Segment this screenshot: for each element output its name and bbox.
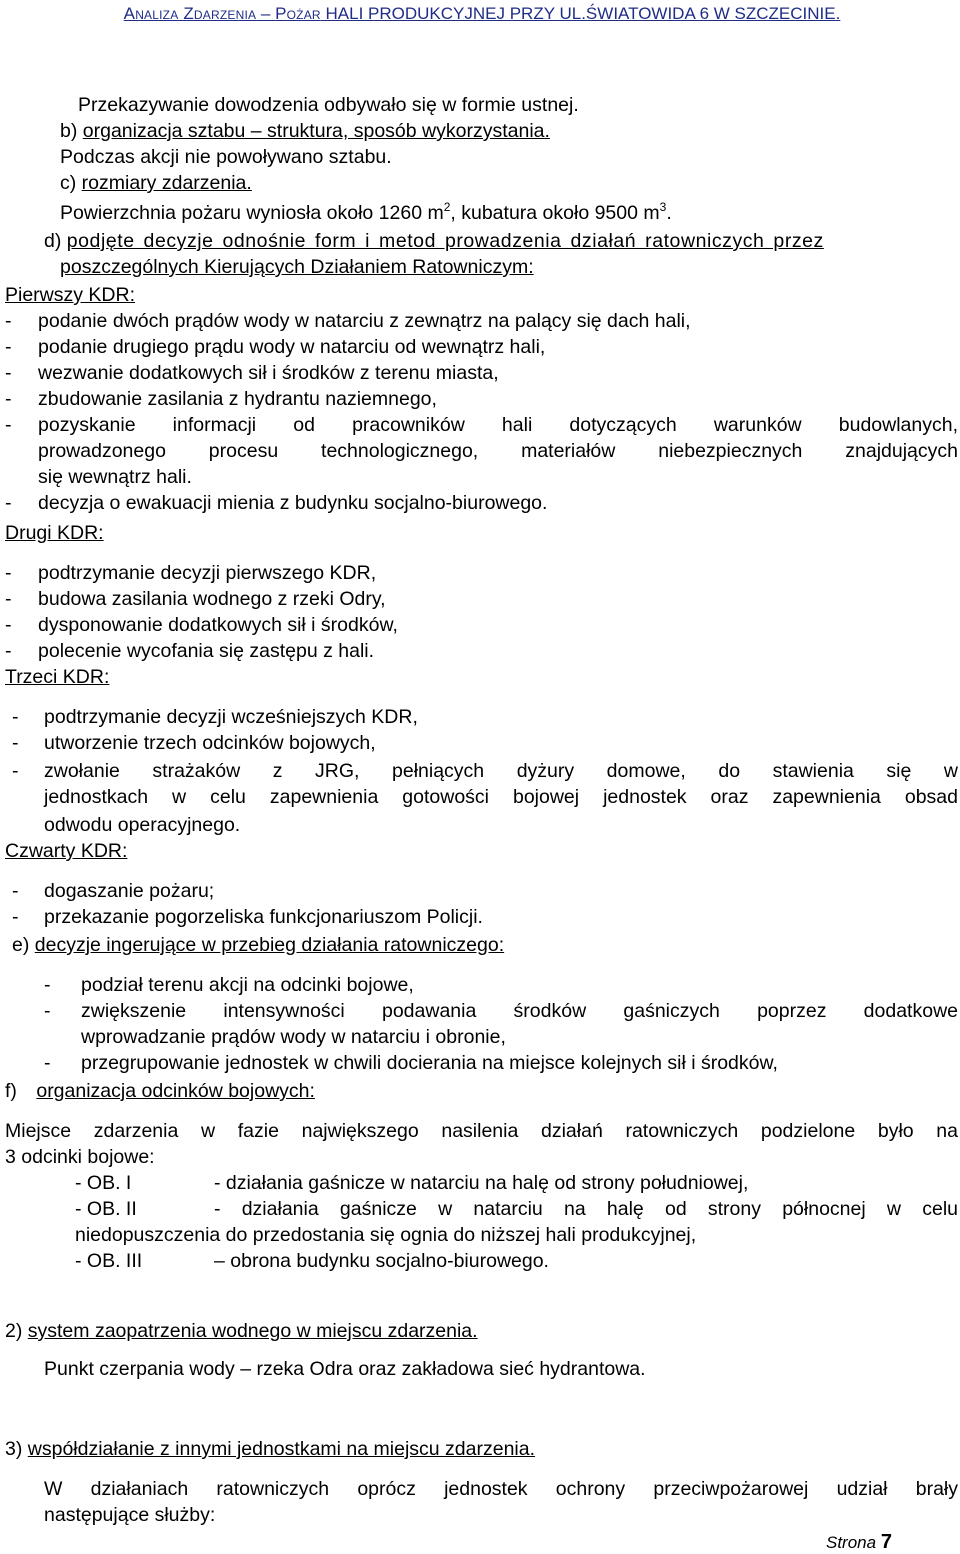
header-title-a: Analiza Zdarzenia [123,4,257,23]
second-kdr-heading: Drugi KDR: [5,522,104,544]
fourth-kdr-item: przekazanie pogorzeliska funkcjonariuszom Policji. [44,906,483,928]
section-2-text: Punkt czerpania wody – rzeka Odra oraz zakładowa sieć hydrantowa. [44,1358,646,1380]
section-e-item: przegrupowanie jednostek w chwili docierania na miejsce kolejnych sił i środków, [81,1052,778,1074]
third-kdr-item-cont: odwodu operacyjnego. [44,814,241,836]
fire-area-text: Powierzchnia pożaru wyniosła około 1260 m [60,202,444,224]
section-3-text: W działaniach ratowniczych oprócz jednostek ochrony przeciwpożarowej udział brały [44,1478,958,1500]
ob2-text-cont: niedopuszczenia do przedostania się ognia do niższej hali produkcyjnej, [75,1224,697,1246]
list-dash: - [12,732,19,754]
first-kdr-item: wezwanie dodatkowych sił i środków z terenu miasta, [38,362,499,384]
footer-label: Strona [826,1533,877,1552]
first-kdr-item: pozyskanie informacji od pracowników hali dotyczących warunków budowlanych, [38,414,958,436]
first-kdr-item-cont: prowadzonego procesu technologicznego, materiałów niebezpiecznych znajdujących [38,440,958,462]
section-3-title: współdziałanie z innymi jednostkami na miejscu zdarzenia. [27,1438,536,1460]
third-kdr-heading: Trzeci KDR: [5,666,110,688]
list-dash: - [5,414,12,436]
volume-unit-sup: 3 [659,200,667,214]
first-kdr-heading: Pierwszy KDR: [5,284,136,306]
list-dash: - [5,588,12,610]
volume-end: . [666,202,672,224]
section-e-item: zwiększenie intensywności podawania środków gaśniczych poprzez dodatkowe [81,1000,958,1022]
list-dash: - [5,362,12,384]
list-dash: - [5,336,12,358]
list-dash: - [5,640,12,662]
section-2-title: system zaopatrzenia wodnego w miejscu zdarzenia. [27,1320,478,1342]
volume-text: , kubatura około 9500 m [450,202,660,224]
list-dash: - [12,906,19,928]
list-dash: - [5,492,12,514]
section-b-heading [60,118,550,144]
third-kdr-item: zwołanie strażaków z JRG, pełniących dyżury domowe, do stawienia się w [44,760,958,782]
section-e-item: podział terenu akcji na odcinki bojowe, [81,974,414,996]
page-number: 7 [880,1531,892,1553]
command-handover-text: Przekazywanie dowodzenia odbywało się w formie ustnej. [78,94,579,116]
fourth-kdr-heading: Czwarty KDR: [5,840,128,862]
section-3-text-cont: następujące służby: [44,1504,216,1526]
section-e-title: decyzje ingerujące w przebieg działania ratowniczego: [34,934,505,956]
section-b-text: Podczas akcji nie powoływano sztabu. [60,146,392,168]
section-f-prefix: f) [5,1080,23,1102]
third-kdr-item-cont: jednostkach w celu zapewnienia gotowości bojowej jednostek oraz zapewnienia obsad [44,786,958,808]
list-dash: - [44,1000,51,1022]
section-f-heading [5,1078,315,1104]
ob1-text: - działania gaśnicze w natarciu na halę od strony południowej, [214,1172,749,1194]
list-dash: - [44,1052,51,1074]
section-f-paragraph: Miejsce zdarzenia w fazie największego nasilenia działań ratowniczych podzielone było na [5,1120,958,1142]
section-c-text [60,200,672,226]
page-footer [826,1532,892,1553]
section-b-title: organizacja sztabu – struktura, sposób wykorzystania. [82,120,550,142]
ob2-text: - działania gaśnicze w natarciu na halę od strony północnej w celu [214,1198,958,1220]
area-unit-sup: 2 [443,200,451,214]
section-c-prefix: c) [60,172,82,194]
ob3-label: - OB. III [75,1250,143,1272]
section-d-title-1: podjęte decyzje odnośnie form i metod prowadzenia działań ratowniczych przez [66,230,824,252]
ob3-text: – obrona budynku socjalno-biurowego. [214,1250,549,1272]
header-title-b: Pożar [275,4,321,23]
section-d-prefix: d) [44,230,67,252]
list-dash: - [12,706,19,728]
ob2-label: - OB. II [75,1198,137,1220]
section-f-paragraph-cont: 3 odcinki bojowe: [5,1146,155,1168]
second-kdr-item: polecenie wycofania się zastępu z hali. [38,640,375,662]
section-d-title-2: poszczególnych Kierujących Działaniem Ratowniczym: [60,256,534,278]
list-dash: - [5,614,12,636]
header-title-c: HALI PRODUKCYJNEJ PRZY UL.ŚWIATOWIDA 6 W SZCZECINIE. [320,4,841,23]
third-kdr-item: podtrzymanie decyzji wcześniejszych KDR, [44,706,418,728]
list-dash: - [5,310,12,332]
section-e-item-cont: wprowadzanie prądów wody w natarciu i obronie, [81,1026,506,1048]
list-dash: - [5,562,12,584]
fourth-kdr-item: dogaszanie pożaru; [44,880,215,902]
second-kdr-item: dysponowanie dodatkowych sił i środków, [38,614,398,636]
page-header [78,3,886,25]
second-kdr-item: podtrzymanie decyzji pierwszego KDR, [38,562,377,584]
first-kdr-item: podanie drugiego prądu wody w natarciu od wewnątrz hali, [38,336,546,358]
list-dash: - [5,388,12,410]
section-c-heading [60,170,252,196]
header-title-sep: – [256,4,276,23]
third-kdr-item: utworzenie trzech odcinków bojowych, [44,732,376,754]
section-3-heading [5,1436,535,1462]
section-e-heading [12,932,504,958]
second-kdr-item: budowa zasilania wodnego z rzeki Odry, [38,588,386,610]
section-b-prefix: b) [60,120,83,142]
section-d-heading [44,228,958,254]
section-2-prefix: 2) [5,1320,28,1342]
section-f-title: organizacja odcinków bojowych: [36,1080,315,1102]
ob1-label: - OB. I [75,1172,132,1194]
section-2-heading [5,1318,478,1344]
list-dash: - [44,974,51,996]
list-dash: - [12,880,19,902]
first-kdr-item-cont: się wewnątrz hali. [38,466,192,488]
first-kdr-item: zbudowanie zasilania z hydrantu naziemnego, [38,388,437,410]
section-e-prefix: e) [12,934,35,956]
section-3-prefix: 3) [5,1438,28,1460]
list-dash: - [12,760,19,782]
first-kdr-item: podanie dwóch prądów wody w natarciu z zewnątrz na palący się dach hali, [38,310,691,332]
first-kdr-item: decyzja o ewakuacji mienia z budynku socjalno-biurowego. [38,492,548,514]
section-c-title: rozmiary zdarzenia. [81,172,252,194]
